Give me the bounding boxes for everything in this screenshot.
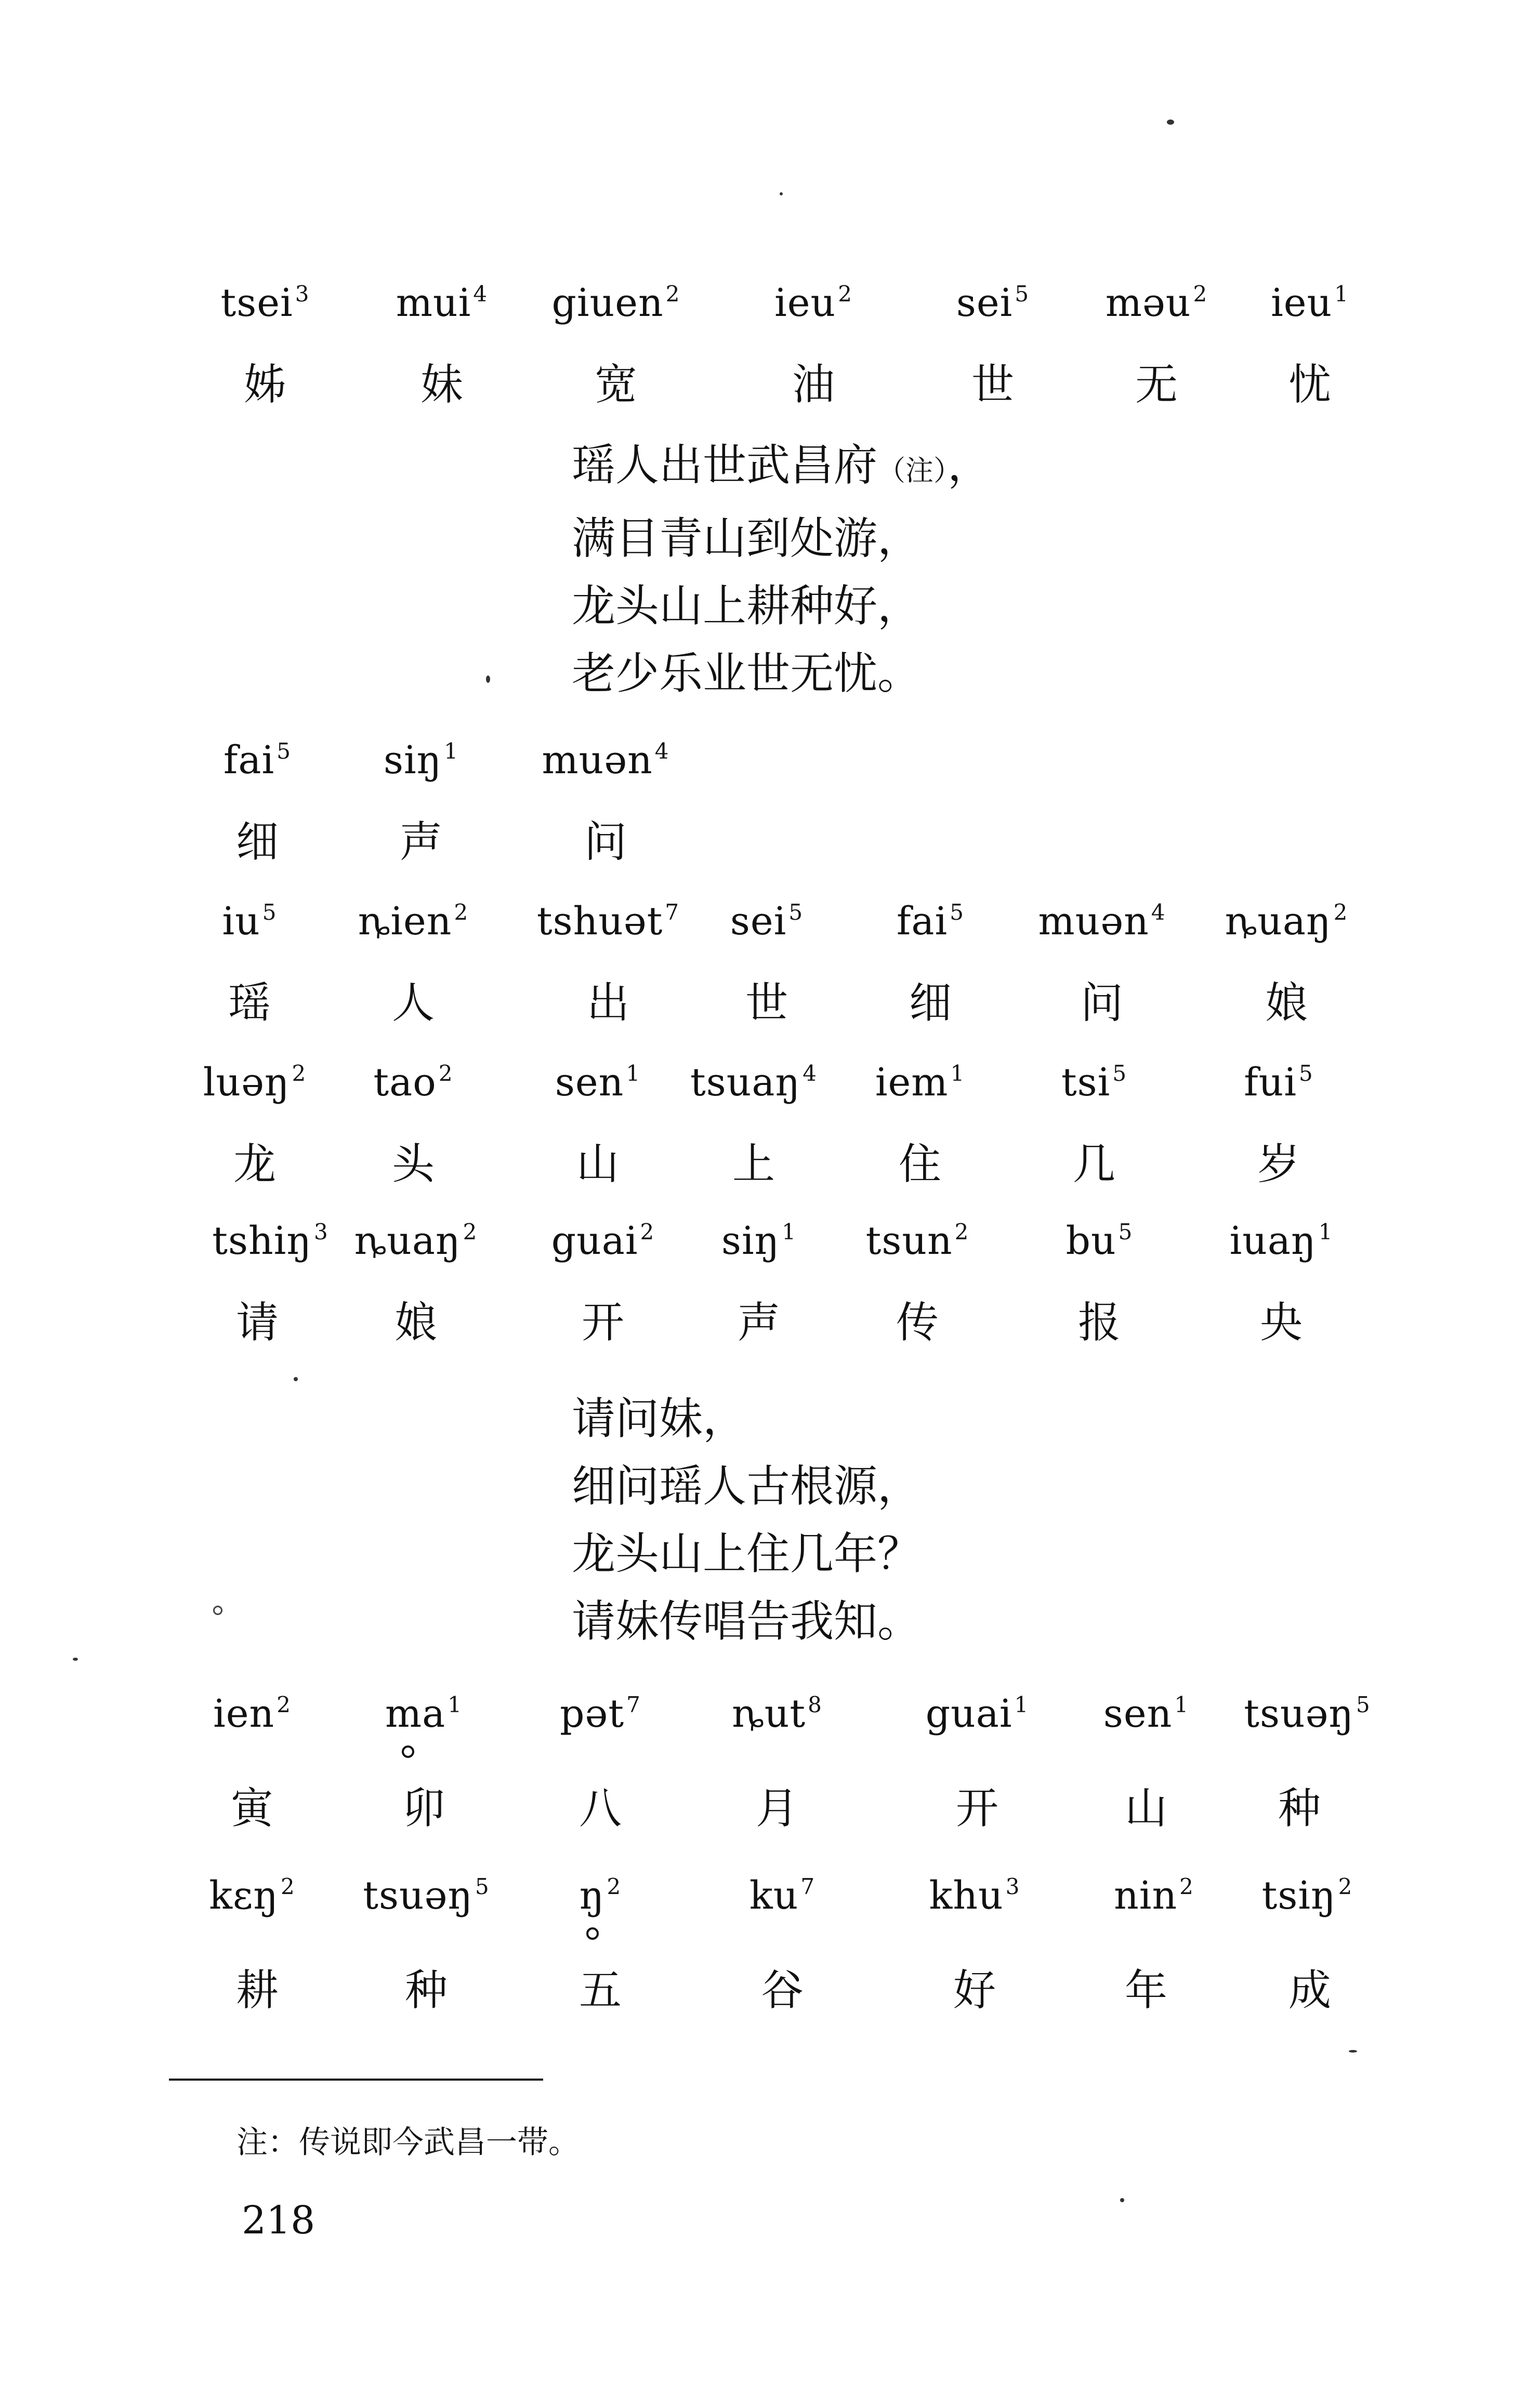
hanzi-character: 声: [737, 1298, 781, 1347]
romanization-syllable: sen$^1$: [1103, 1691, 1189, 1736]
verse-line: 请问妹，: [572, 1393, 747, 1444]
romanization-syllable: ien$^2$: [213, 1691, 291, 1736]
romanization-syllable: luəŋ$^2$: [203, 1060, 307, 1105]
scan-speck: [213, 1606, 222, 1615]
romanization-syllable: giuen$^2$: [551, 281, 680, 325]
gloss-row-2: [0, 738, 1539, 894]
romanization-syllable: muən$^4$: [1038, 899, 1166, 944]
romanization-syllable: iem$^1$: [875, 1060, 965, 1105]
romanization-syllable: tsiŋ$^2$: [1261, 1873, 1353, 1918]
hanzi-character: 忧: [1288, 360, 1332, 409]
hanzi-character: 几: [1072, 1140, 1116, 1189]
hanzi-character: 娘: [394, 1298, 438, 1347]
hanzi-character: 世: [745, 978, 788, 1028]
scan-speck: [73, 1658, 78, 1661]
hanzi-character: 寅: [230, 1784, 274, 1833]
hanzi-character: 住: [898, 1140, 942, 1189]
hanzi-character: 月: [755, 1784, 799, 1833]
scan-speck: [486, 676, 490, 683]
verse-line: 龙头山上住几年？: [572, 1528, 922, 1579]
page-number: 218: [242, 2198, 315, 2243]
gloss-row-7: [0, 1873, 1539, 2029]
hanzi-character: 问: [584, 817, 627, 867]
romanization-syllable: fai$^5$: [223, 738, 291, 783]
romanization-syllable: ȵuaŋ$^2$: [354, 1219, 478, 1263]
hanzi-character: 龙: [233, 1140, 277, 1189]
hanzi-character: 出: [586, 978, 630, 1028]
gloss-row-4: [0, 1060, 1539, 1216]
romanization-syllable: fai$^5$: [897, 899, 964, 944]
hanzi-character: 八: [578, 1784, 622, 1833]
hanzi-character: 头: [391, 1140, 435, 1189]
hanzi-character: 娘: [1265, 978, 1308, 1028]
romanization-syllable: ȵuaŋ$^2$: [1225, 899, 1348, 944]
romanization-syllable: guai$^1$: [925, 1691, 1029, 1736]
hanzi-character: 妹: [420, 360, 464, 409]
romanization-syllable: sei$^5$: [730, 899, 804, 944]
hanzi-character: 报: [1077, 1298, 1121, 1347]
hanzi-character: 种: [1278, 1784, 1321, 1833]
hanzi-character: 请: [235, 1298, 279, 1347]
hanzi-character: 好: [953, 1966, 996, 2015]
hanzi-character: 山: [576, 1140, 620, 1189]
scan-speck: [780, 192, 783, 195]
romanization-syllable: $ŋ^2$: [579, 1873, 622, 1918]
footnote-text: 注：传说即今武昌一带。: [236, 2124, 580, 2161]
scan-speck: [1349, 2050, 1357, 2053]
hanzi-character: 传: [896, 1298, 939, 1347]
hanzi-character: 上: [732, 1140, 775, 1189]
romanization-syllable: siŋ$^1$: [721, 1219, 797, 1263]
romanization-syllable: mui$^4$: [396, 281, 488, 325]
romanization-syllable: $ku^7$: [749, 1873, 815, 1918]
verse-line: 老少乐业世无忧。: [572, 648, 922, 699]
verse-block-1: [572, 431, 991, 707]
footnote-divider: [169, 2079, 543, 2081]
scan-speck: [1120, 2198, 1124, 2202]
gloss-row-3: [0, 899, 1539, 1055]
romanization-syllable: ȵut$^8$: [732, 1691, 822, 1736]
gloss-row-1: [0, 281, 1539, 436]
romanization-syllable: tsei$^3$: [220, 281, 310, 325]
tone-circle-mark: [586, 1927, 599, 1940]
verse-line: 请妹传唱告我知。: [572, 1596, 922, 1647]
romanization-syllable: ieu$^2$: [774, 281, 852, 325]
hanzi-character: 细: [235, 817, 279, 867]
romanization-syllable: $iu^5$: [222, 899, 277, 944]
hanzi-character: 油: [792, 360, 835, 409]
romanization-syllable: $ma^1$: [385, 1691, 463, 1736]
hanzi-character: 年: [1124, 1966, 1168, 2015]
romanization-syllable: tsuaŋ$^4$: [690, 1060, 817, 1105]
romanization-syllable: fui$^5$: [1244, 1060, 1313, 1105]
hanzi-character: 瑶: [228, 978, 271, 1028]
hanzi-character: 谷: [760, 1966, 804, 2015]
romanization-syllable: muən$^4$: [542, 738, 669, 783]
scan-speck: [294, 1377, 298, 1381]
romanization-syllable: sei$^5$: [956, 281, 1030, 325]
verse-block-2: [572, 1385, 921, 1655]
verse-line: 满目青山到处游，: [572, 513, 922, 564]
hanzi-character: 耕: [235, 1966, 279, 2015]
romanization-syllable: ieu$^1$: [1271, 281, 1349, 325]
hanzi-character: 声: [399, 817, 443, 867]
romanization-syllable: nin$^2$: [1114, 1873, 1194, 1918]
hanzi-character: 卯: [402, 1784, 445, 1833]
tone-circle-mark: [402, 1745, 414, 1758]
romanization-syllable: iuaŋ$^1$: [1229, 1219, 1333, 1263]
footnote-marker: （注）: [877, 454, 948, 487]
verse-line: 龙头山上耕种好，: [572, 580, 922, 631]
hanzi-character: 央: [1259, 1298, 1303, 1347]
romanization-syllable: tsi$^5$: [1061, 1060, 1127, 1105]
romanization-syllable: $bu^5$: [1066, 1219, 1133, 1263]
hanzi-character: 开: [581, 1298, 625, 1347]
hanzi-character: 山: [1124, 1784, 1168, 1833]
romanization-syllable: tsuəŋ$^5$: [1244, 1691, 1371, 1736]
hanzi-character: 开: [955, 1784, 999, 1833]
romanization-syllable: tsuəŋ$^5$: [363, 1873, 490, 1918]
hanzi-character: 种: [404, 1966, 448, 2015]
romanization-syllable: siŋ$^1$: [383, 738, 459, 783]
romanization-syllable: guai$^2$: [551, 1219, 655, 1263]
romanization-syllable: tao$^2$: [373, 1060, 453, 1105]
romanization-syllable: tsun$^2$: [865, 1219, 969, 1263]
romanization-syllable: pət$^7$: [560, 1691, 641, 1736]
hanzi-character: 细: [909, 978, 952, 1028]
romanization-syllable: tshiŋ$^3$: [212, 1219, 328, 1263]
hanzi-character: 人: [391, 978, 435, 1028]
verse-line: 细问瑶人古根源，: [572, 1461, 922, 1512]
romanization-syllable: kɛŋ$^2$: [209, 1873, 295, 1918]
hanzi-character: 五: [578, 1966, 622, 2015]
hanzi-character: 岁: [1257, 1140, 1300, 1189]
romanization-syllable: məu$^2$: [1105, 281, 1208, 325]
gloss-row-6: [0, 1691, 1539, 1847]
gloss-row-5: [0, 1219, 1539, 1374]
romanization-syllable: ȵien$^2$: [358, 899, 469, 944]
hanzi-character: 问: [1080, 978, 1124, 1028]
romanization-syllable: khu$^3$: [929, 1873, 1020, 1918]
hanzi-character: 无: [1135, 360, 1178, 409]
hanzi-character: 世: [971, 360, 1015, 409]
scan-speck: [1167, 120, 1174, 125]
hanzi-character: 宽: [594, 360, 638, 409]
romanization-syllable: tshuət$^7$: [536, 899, 680, 944]
hanzi-character: 成: [1288, 1966, 1332, 2015]
verse-line: 瑶人出世武昌府（注），: [572, 440, 992, 491]
hanzi-character: 姊: [243, 360, 287, 409]
romanization-syllable: sen$^1$: [555, 1060, 641, 1105]
